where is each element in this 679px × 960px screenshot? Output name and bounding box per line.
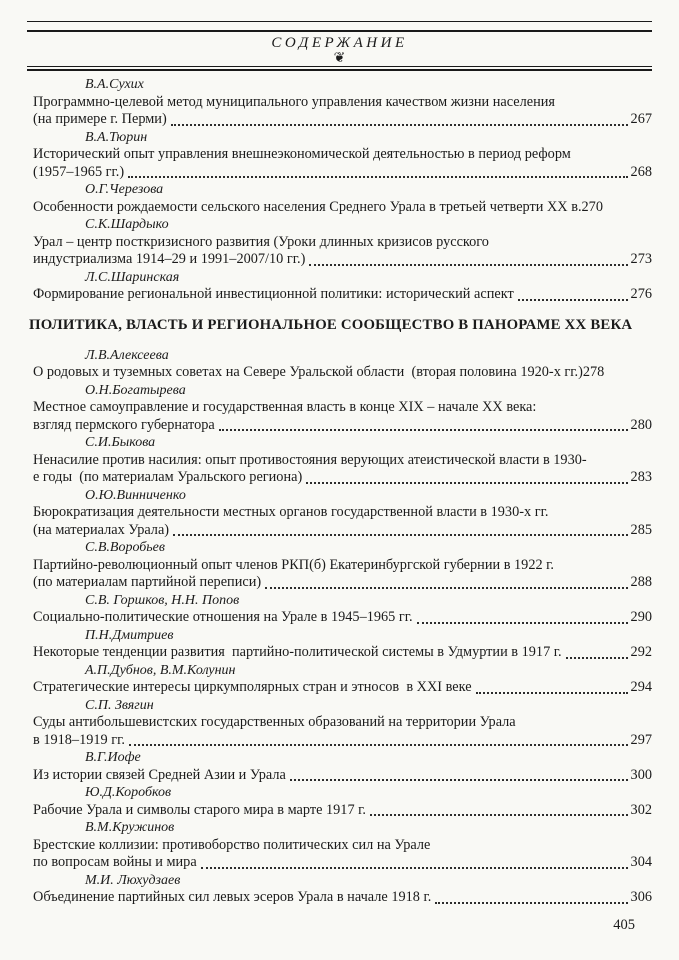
entry-title-text: Партийно-революционный опыт членов РКП(б) Екатеринбургской губернии в 1922 г. (33, 556, 555, 573)
page-header (27, 21, 652, 71)
entry-title-text: Стратегические интересы циркумполярных стран и этносов в XXI веке (33, 679, 472, 695)
entry-title-text: Ненасилие против насилия: опыт противостояния верующих атеистической власти в 1930- (33, 451, 587, 468)
entry-author: С.В.Воробьев (85, 540, 165, 555)
entry-title-line (33, 557, 652, 575)
entry-page-number: 297 (630, 731, 652, 748)
page-folio: 405 (613, 917, 635, 933)
entry-title-text: Рабочие Урала и символы старого мира в марте 1917 г. (33, 801, 366, 818)
entry-author: О.Ю.Винниченко (85, 487, 186, 503)
entry-page-number: 292 (630, 644, 652, 660)
toc-entry (33, 627, 652, 662)
entry-title-line (33, 111, 652, 129)
entry-author: Л.В.Алексеева (85, 347, 169, 363)
entry-title-line (33, 286, 652, 304)
entry-title-line (33, 802, 652, 820)
entry-title-line (33, 574, 652, 592)
leader-dots (265, 587, 627, 589)
entry-page-number: 283 (630, 469, 652, 485)
toc-entry (33, 662, 652, 697)
entry-author: С.П. Звягин (85, 697, 154, 713)
entry-author: В.А.Тюрин (85, 129, 148, 145)
entry-title-text: Социально-политические отношения на Урале в 1945–1965 гг. (33, 609, 413, 625)
entry-title-line (33, 234, 652, 252)
entry-title-line (33, 837, 652, 855)
entry-title-text: Урал – центр посткризисного развития (Уроки длинных кризисов русского (33, 233, 489, 250)
entry-author: П.Н.Дмитриев (85, 627, 174, 643)
entry-author: С.В. Горшков, Н.Н. Попов (85, 592, 240, 608)
entry-title-text: Из истории связей Средней Азии и Урала (33, 766, 286, 783)
entry-title-text: (по материалам партийной переписи) (33, 574, 262, 590)
entry-title-line (33, 399, 652, 417)
leader-dots (129, 744, 628, 746)
entry-page-number: 267 (630, 111, 652, 127)
toc-entry (33, 592, 652, 627)
toc-entry (33, 434, 652, 487)
toc-list (29, 76, 652, 907)
entry-title-text: (1957–1965 гг.) (33, 163, 125, 180)
entry-title-line (33, 732, 652, 750)
entry-page-number: 290 (630, 609, 652, 625)
header-top-rule (27, 21, 652, 32)
entry-page-number: 270 (581, 198, 603, 215)
toc-entry (33, 382, 652, 435)
leader-dots (566, 657, 628, 659)
entry-title-line (33, 522, 652, 540)
entry-author: Л.С.Шаринская (85, 269, 180, 285)
entry-title-text: (на материалах Урала) (33, 521, 170, 538)
entry-title-line (33, 417, 652, 435)
entry-title-text: Некоторые тенденции развития партийно-политической системы в Удмуртии в 1917 г. (33, 644, 562, 660)
leader-dots (306, 482, 627, 484)
leader-dots (417, 622, 628, 624)
toc-entry (33, 697, 652, 750)
entry-title-line (33, 94, 652, 112)
entry-page-number: 268 (630, 163, 652, 180)
leader-dots (518, 299, 628, 301)
toc-entry (33, 129, 652, 182)
entry-title-line (33, 767, 652, 785)
entry-page-number: 300 (630, 766, 652, 783)
entry-page-number: 276 (630, 286, 652, 302)
leader-dots (173, 534, 627, 536)
toc-entry (33, 347, 652, 382)
entry-author: С.И.Быкова (85, 435, 156, 450)
leader-dots (128, 176, 627, 178)
entry-page-number: 285 (630, 521, 652, 538)
toc-entry (33, 819, 652, 872)
entry-author: В.М.Кружинов (85, 820, 175, 835)
entry-title-line (33, 199, 652, 217)
entry-title-text: Программно-целевой метод муниципального управления качеством жизни населения (33, 93, 555, 110)
entry-page-number: 304 (630, 854, 652, 870)
leader-dots (309, 264, 627, 266)
entry-title-line (33, 364, 652, 382)
toc-entry (33, 749, 652, 784)
entry-title-text: е годы (по материалам Уральского региона) (33, 469, 303, 485)
entry-title-text: в 1918–1919 гг. (33, 731, 125, 748)
entry-title-line (33, 251, 652, 269)
entry-author: М.И. Люхудзаев (85, 872, 181, 888)
entry-title-line (33, 504, 652, 522)
entry-title-line (33, 146, 652, 164)
entry-title-line (33, 164, 652, 182)
toc-entry (33, 181, 652, 216)
entry-title-text: индустриализма 1914–29 и 1991–2007/10 гг.) (33, 251, 306, 267)
leader-dots (201, 867, 628, 869)
entry-title-line (33, 679, 652, 697)
entry-title-line (33, 609, 652, 627)
entry-title-line (33, 889, 652, 907)
entry-page-number: 273 (630, 251, 652, 267)
entry-author: А.П.Дубнов, В.М.Колунин (85, 662, 236, 678)
entry-author: Ю.Д.Коробков (85, 785, 172, 800)
entry-title-text: по вопросам войны и мира (33, 854, 197, 870)
entry-page-number: 302 (630, 801, 652, 818)
toc-entry (33, 784, 652, 819)
leader-dots (435, 902, 627, 904)
toc-entry (33, 269, 652, 304)
entry-page-number: 294 (630, 679, 652, 695)
entry-title-line (33, 452, 652, 470)
entry-author: В.Г.Иофе (85, 750, 141, 765)
entry-page-number: 306 (630, 889, 652, 905)
entry-title-text: (на примере г. Перми) (33, 111, 167, 127)
contents-heading: СОДЕРЖАНИЕ (271, 35, 408, 51)
entry-title-line (33, 644, 652, 662)
entry-title-text: Исторический опыт управления внешнеэкономической деятельностью в период реформ (33, 146, 571, 162)
section-heading: ПОЛИТИКА, ВЛАСТЬ И РЕГИОНАЛЬНОЕ СООБЩЕСТВО В ПАНОРАМЕ XX ВЕКА (29, 316, 633, 333)
entry-author: О.Н.Богатырева (85, 382, 186, 398)
entry-title-text: Особенности рождаемости сельского населения Среднего Урала в третьей четверти XX в. (33, 198, 582, 215)
leader-dots (476, 692, 628, 694)
entry-title-text: взгляд пермского губернатора (33, 416, 215, 433)
entry-author: О.Г.Черезова (85, 182, 164, 197)
leader-dots (171, 124, 628, 126)
entry-title-text: Брестские коллизии: противоборство политических сил на Урале (33, 836, 431, 853)
entry-title-line (33, 714, 652, 732)
leader-dots (219, 429, 628, 431)
entry-title-text: Суды антибольшевистских государственных образований на территории Урала (33, 714, 516, 730)
entry-title-text: О родовых и туземных советах на Севере Уральской области (вторая половина 1920-х гг.) (33, 364, 583, 380)
toc-entry (33, 872, 652, 907)
entry-title-text: Бюрократизация деятельности местных органов государственной власти в 1930-х гг. (33, 504, 549, 520)
entry-page-number: 280 (630, 416, 652, 433)
fleuron-ornament-icon: ❦ (333, 51, 346, 66)
entry-title-text: Объединение партийных сил левых эсеров Урала в начале 1918 г. (33, 889, 432, 905)
header-bottom-rule (27, 66, 652, 71)
entry-title-text: Местное самоуправление и государственная власть в конце XIX – начале XX века: (33, 399, 537, 415)
entry-title-text: Формирование региональной инвестиционной политики: исторический аспект (33, 286, 514, 302)
toc-entry (33, 487, 652, 540)
leader-dots (290, 779, 628, 781)
entry-author: В.А.Сухих (85, 77, 144, 92)
entry-title-line (33, 854, 652, 872)
leader-dots (370, 814, 628, 816)
toc-entry (33, 216, 652, 269)
toc-entry (33, 76, 652, 129)
entry-page-number: 278 (582, 364, 605, 380)
entry-title-line (33, 469, 652, 487)
entry-author: С.К.Шардыко (85, 217, 169, 232)
entry-page-number: 288 (630, 574, 652, 590)
toc-entry (33, 539, 652, 592)
